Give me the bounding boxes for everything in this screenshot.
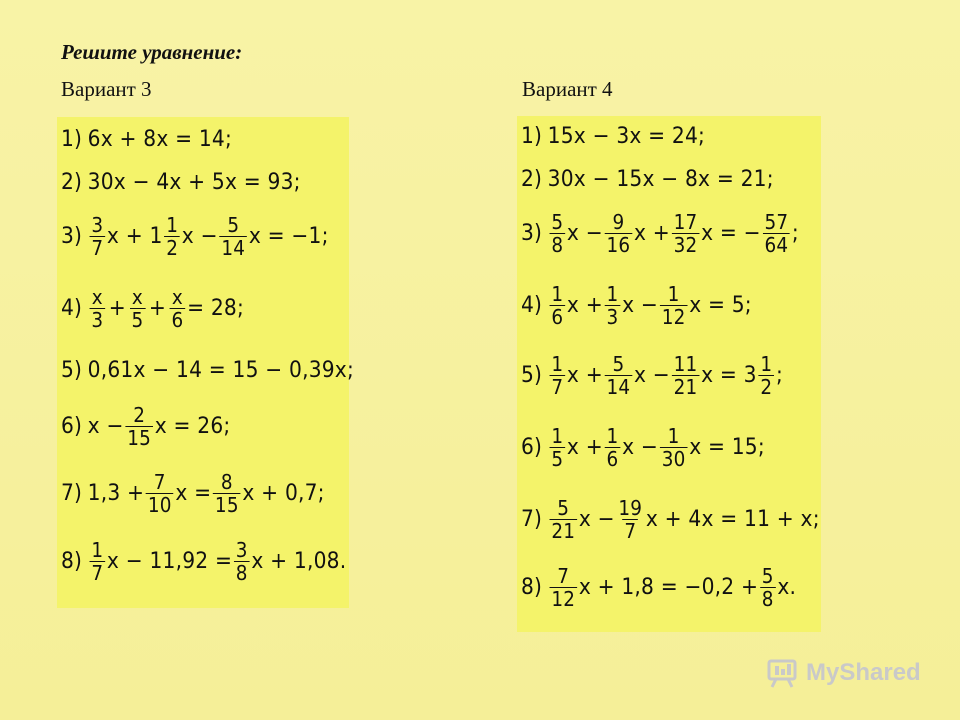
variant-3-panel <box>57 117 354 608</box>
fraction: $\frac{1}{5}$ <box>551 424 564 471</box>
watermark-text: MyShared <box>806 659 921 686</box>
fraction: $\frac{19}{7}$ <box>618 496 643 543</box>
fraction: $\frac{8}{15}$ <box>214 470 239 517</box>
equation-1: 1) 15x − 3x = 24; <box>521 124 706 149</box>
fraction: $\frac{5}{14}$ <box>221 213 246 260</box>
fraction: $\frac{5}{21}$ <box>551 496 576 543</box>
equation-7: 7) 1,3 + $\frac{7}{10}$ x = $\frac{8}{15}$ x + 0,7; <box>61 470 325 517</box>
fraction: $\frac{1}{12}$ <box>661 282 686 329</box>
fraction: $\frac{x}{6}$ <box>171 285 184 332</box>
fraction: $\frac{1}{3}$ <box>606 282 619 329</box>
fraction: $\frac{5}{8}$ <box>551 210 564 257</box>
fraction: $\frac{x}{5}$ <box>131 285 144 332</box>
fraction: $\frac{x}{3}$ <box>91 285 104 332</box>
fraction: $\frac{57}{64}$ <box>764 210 789 257</box>
myshared-logo[interactable] <box>766 658 921 688</box>
fraction: $\frac{11}{21}$ <box>673 352 698 399</box>
fraction: $\frac{3}{7}$ <box>91 213 104 260</box>
fraction: $\frac{9}{16}$ <box>606 210 631 257</box>
equation-4: 4) $\frac{1}{6}$ x + $\frac{1}{3}$ x − $\frac{1}{12}$ x = 5; <box>521 282 752 329</box>
equation-4: 4) $\frac{x}{3}$ + $\frac{x}{5}$ + $\frac{x}{6}$ = 28; <box>61 285 245 332</box>
fraction: $\frac{2}{15}$ <box>127 403 152 450</box>
fraction: $\frac{1}{6}$ <box>551 282 564 329</box>
variant-4-panel <box>517 116 821 632</box>
fraction: $\frac{17}{32}$ <box>673 210 698 257</box>
equation-2: 2) 30x − 15x − 8x = 21; <box>521 167 774 192</box>
equation-6: 6) $\frac{1}{5}$ x + $\frac{1}{6}$ x − $\frac{1}{30}$ x = 15; <box>521 424 765 471</box>
equation-3: 3) $\frac{3}{7}$ x + 1 $\frac{1}{2}$ x − $\frac{5}{14}$ x = −1; <box>61 213 329 260</box>
fraction: $\frac{7}{10}$ <box>147 470 172 517</box>
presentation-board-icon <box>766 658 800 688</box>
equation-5: 5) 0,61x − 14 = 15 − 0,39x; <box>61 358 354 383</box>
fraction: $\frac{7}{12}$ <box>551 564 576 611</box>
fraction: $\frac{5}{8}$ <box>761 564 774 611</box>
fraction: $\frac{3}{8}$ <box>235 538 248 585</box>
equation-1: 1) 6x + 8x = 14; <box>61 127 233 152</box>
equation-8: 8) $\frac{7}{12}$ x + 1,8 = −0,2 + $\frac{5}{8}$ x. <box>521 564 797 611</box>
fraction: $\frac{1}{6}$ <box>606 424 619 471</box>
variant-3-label: Вариант 3 <box>61 77 152 101</box>
equation-2: 2) 30x − 4x + 5x = 93; <box>61 170 301 195</box>
equation-8: 8) $\frac{1}{7}$ x − 11,92 = $\frac{3}{8}$ x + 1,08. <box>61 538 347 585</box>
fraction: $\frac{1}{2}$ <box>760 352 773 399</box>
equation-7: 7) $\frac{5}{21}$ x − $\frac{19}{7}$ x + 4x = 11 + x; <box>521 496 820 543</box>
fraction: $\frac{5}{14}$ <box>606 352 631 399</box>
equation-5: 5) $\frac{1}{7}$ x + $\frac{5}{14}$ x − $\frac{11}{21}$ x = 3 $\frac{1}{2}$ ; <box>521 352 783 399</box>
equation-3: 3) $\frac{5}{8}$ x − $\frac{9}{16}$ x + $\frac{17}{32}$ x = − $\frac{57}{64}$ ; <box>521 210 799 257</box>
variant-4-label: Вариант 4 <box>522 77 613 101</box>
fraction: $\frac{1}{2}$ <box>166 213 179 260</box>
equation-6: 6) x − $\frac{2}{15}$ x = 26; <box>61 403 231 450</box>
fraction: $\frac{1}{30}$ <box>661 424 686 471</box>
fraction: $\frac{1}{7}$ <box>551 352 564 399</box>
page-title: Решите уравнение: <box>61 40 243 64</box>
fraction: $\frac{1}{7}$ <box>91 538 104 585</box>
